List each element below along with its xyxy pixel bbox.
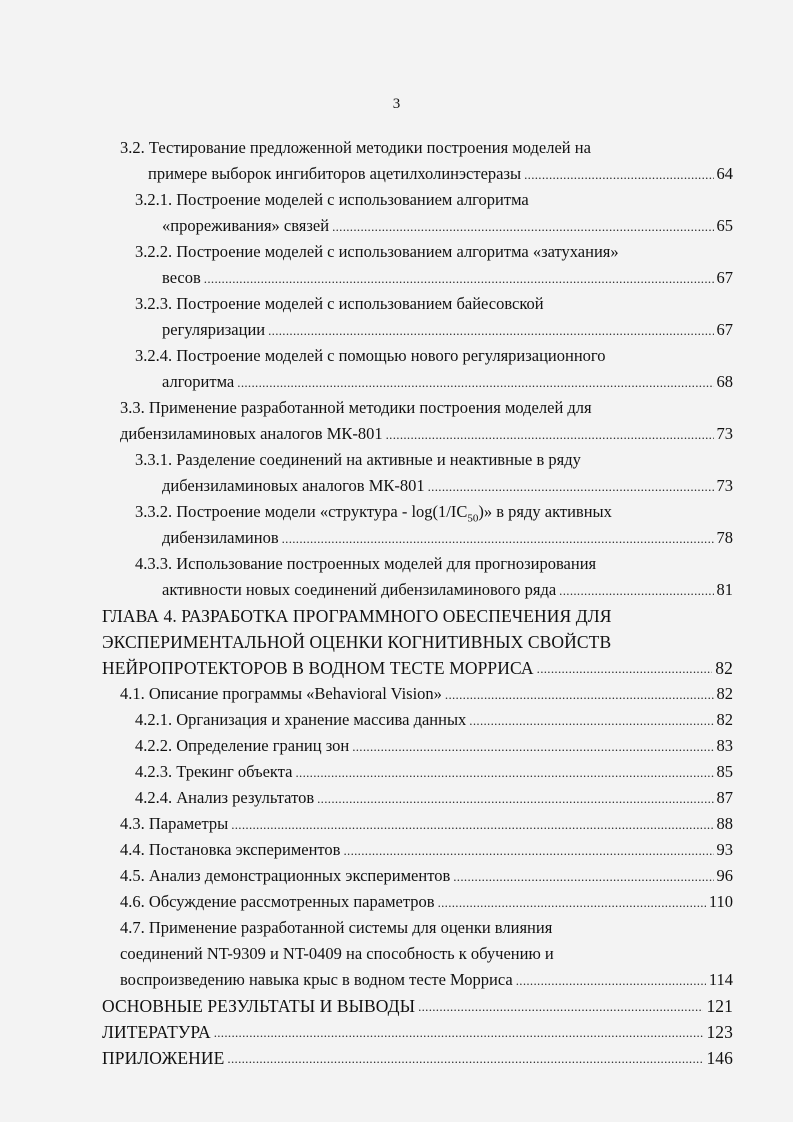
toc-leader-dots: [268, 317, 713, 343]
toc-entry: [0, 811, 793, 837]
toc-page-number: 64: [716, 164, 733, 183]
toc-entry: [0, 681, 793, 707]
toc-leader-dots: [231, 811, 713, 837]
toc-entry-title: дибензиламиновых аналогов МК-801: [162, 476, 425, 495]
toc-entry-title: 3.3. Применение разработанной методики построения моделей для: [120, 398, 592, 417]
toc-leader-dots: [559, 577, 713, 603]
table-of-contents: [0, 135, 793, 1071]
toc-entry-title: регуляризации: [162, 320, 266, 339]
toc-entry: [0, 603, 793, 681]
toc-leader-dots: [469, 707, 713, 733]
toc-entry: [0, 733, 793, 759]
toc-page-number: 67: [716, 268, 733, 287]
toc-leader-dots: [317, 785, 713, 811]
toc-entry: [0, 239, 793, 291]
toc-entry: [0, 447, 793, 499]
toc-leader-dots: [438, 889, 706, 915]
toc-entry: [0, 291, 793, 343]
toc-entry-title: 4.5. Анализ демонстрационных экспериментов: [120, 866, 451, 885]
toc-entry-title: дибензиламиновых аналогов МК-801: [120, 424, 383, 443]
toc-entry-title: 4.2.1. Организация и хранение массива данных: [135, 710, 467, 729]
toc-entry-title: 3.3.2. Построение модели «структура - $\log(1/IC_{50})$» в ряду активных: [135, 502, 612, 525]
toc-entry-title: ГЛАВА 4. РАЗРАБОТКА ПРОГРАММНОГО ОБЕСПЕЧЕНИЯ ДЛЯ: [102, 606, 612, 626]
toc-entry: [0, 187, 793, 239]
toc-entry-title: 4.3. Параметры: [120, 814, 229, 833]
toc-page-number: 146: [706, 1048, 733, 1068]
toc-entry: [0, 551, 793, 603]
toc-page-number: 82: [715, 658, 733, 678]
toc-entry-title: дибензиламинов: [162, 528, 279, 547]
toc-entry-title: НЕЙРОПРОТЕКТОРОВ В ВОДНОМ ТЕСТЕ МОРРИСА: [102, 658, 534, 678]
toc-entry-title: ЛИТЕРАТУРА: [102, 1022, 211, 1042]
toc-entry-title: 3.2.3. Построение моделей с использованием байесовской: [135, 294, 544, 313]
toc-entry-title: воспроизведению навыка крыс в водном тесте Морриса: [120, 970, 513, 989]
toc-entry-title: 3.2.1. Построение моделей с использованием алгоритма: [135, 190, 529, 209]
toc-entry: [0, 499, 793, 551]
toc-entry: [0, 993, 793, 1019]
toc-page-number: 65: [716, 216, 733, 235]
toc-page-number: 110: [708, 892, 733, 911]
toc-entry-title: весов: [162, 268, 201, 287]
toc-entry-title: «прореживания» связей: [162, 216, 330, 235]
toc-page-number: 87: [716, 788, 733, 807]
toc-entry-title: 3.2. Тестирование предложенной методики построения моделей на: [120, 138, 591, 157]
toc-leader-dots: [516, 967, 706, 993]
toc-entry-title: 3.2.4. Построение моделей с помощью нового регуляризационного: [135, 346, 606, 365]
toc-page-number: 85: [716, 762, 733, 781]
toc-entry-title: алгоритма: [162, 372, 235, 391]
page-number: 3: [392, 96, 401, 112]
toc-entry-title: 4.2.2. Определение границ зон: [135, 736, 350, 755]
toc-leader-dots: [453, 863, 713, 889]
toc-page-number: 83: [716, 736, 733, 755]
toc-entry: [0, 343, 793, 395]
toc-entry-title: 3.3.1. Разделение соединений на активные и неактивные в ряду: [135, 450, 581, 469]
toc-entry-title: соединений NT-9309 и NT-0409 на способность к обучению и: [120, 944, 554, 963]
toc-entry: [0, 1045, 793, 1071]
toc-entry: [0, 135, 793, 187]
toc-page-number: 82: [716, 710, 733, 729]
toc-page-number: 78: [716, 528, 733, 547]
toc-leader-dots: [418, 993, 703, 1019]
toc-page-number: 121: [706, 996, 733, 1016]
toc-entry: [0, 863, 793, 889]
toc-leader-dots: [332, 213, 713, 239]
toc-entry-title: 3.2.2. Построение моделей с использованием алгоритма «затухания»: [135, 242, 619, 261]
toc-entry-title: 4.2.4. Анализ результатов: [135, 788, 315, 807]
toc-leader-dots: [386, 421, 714, 447]
toc-page-number: 81: [716, 580, 733, 599]
toc-entry-title: 4.6. Обсуждение рассмотренных параметров: [120, 892, 435, 911]
toc-entry-title: 4.7. Применение разработанной системы для оценки влияния: [120, 918, 553, 937]
toc-entry: [0, 837, 793, 863]
toc-entry-title: 4.1. Описание программы «Behavioral Vision»: [120, 684, 442, 703]
toc-page-number: 114: [708, 970, 733, 989]
toc-leader-dots: [214, 1019, 704, 1045]
toc-page-number: 82: [716, 684, 733, 703]
toc-page-number: 93: [716, 840, 733, 859]
toc-page-number: 96: [716, 866, 733, 885]
toc-entry-title: 4.3.3. Использование построенных моделей для прогнозирования: [135, 554, 597, 573]
toc-entry: [0, 915, 793, 993]
toc-leader-dots: [237, 369, 713, 395]
toc-page-number: 68: [716, 372, 733, 391]
toc-page-number: 123: [706, 1022, 733, 1042]
toc-page-number: 67: [716, 320, 733, 339]
toc-leader-dots: [537, 655, 713, 681]
toc-page-number: 73: [716, 424, 733, 443]
toc-leader-dots: [204, 265, 714, 291]
toc-entry: [0, 395, 793, 447]
toc-entry: [0, 889, 793, 915]
toc-leader-dots: [352, 733, 713, 759]
toc-entry-title: 4.2.3. Трекинг объекта: [135, 762, 293, 781]
toc-leader-dots: [343, 837, 713, 863]
toc-entry-title: 4.4. Постановка экспериментов: [120, 840, 341, 859]
toc-leader-dots: [445, 681, 714, 707]
toc-leader-dots: [227, 1045, 703, 1071]
toc-entry-title: примере выборок ингибиторов ацетилхолинэстеразы: [148, 164, 522, 183]
toc-entry: [0, 785, 793, 811]
toc-page-number: 73: [716, 476, 733, 495]
toc-entry-title: ОСНОВНЫЕ РЕЗУЛЬТАТЫ И ВЫВОДЫ: [102, 996, 416, 1016]
toc-leader-dots: [428, 473, 714, 499]
toc-page-number: 88: [716, 814, 733, 833]
toc-entry-title: активности новых соединений дибензиламинового ряда: [162, 580, 557, 599]
toc-entry: [0, 759, 793, 785]
toc-entry: [0, 707, 793, 733]
toc-entry-title: ПРИЛОЖЕНИЕ: [102, 1048, 225, 1068]
toc-entry-title: ЭКСПЕРИМЕНТАЛЬНОЙ ОЦЕНКИ КОГНИТИВНЫХ СВОЙСТВ: [102, 632, 612, 652]
toc-leader-dots: [282, 525, 714, 551]
toc-entry: [0, 1019, 793, 1045]
toc-leader-dots: [524, 161, 713, 187]
toc-leader-dots: [295, 759, 713, 785]
